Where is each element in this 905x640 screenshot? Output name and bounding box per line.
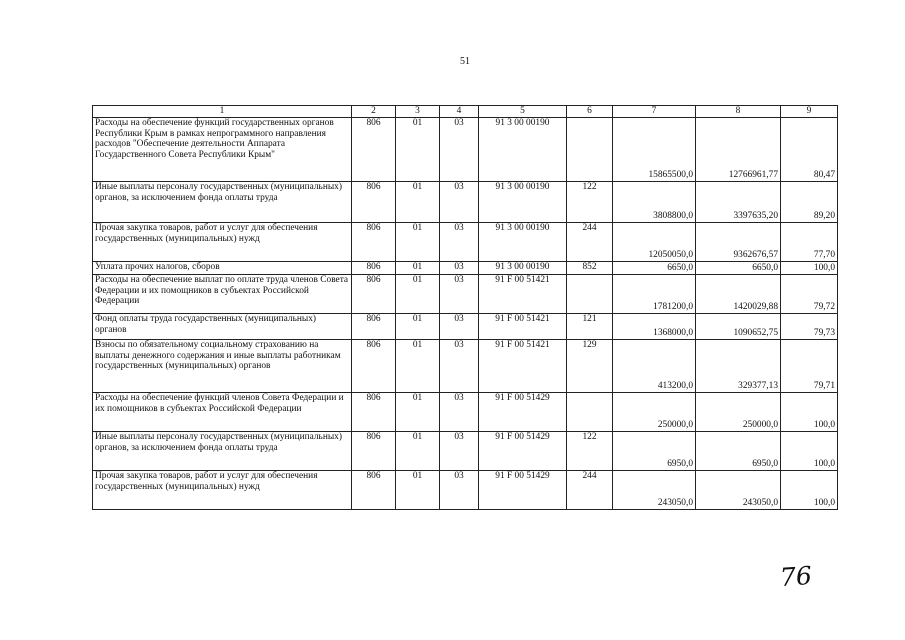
expense-name-cell: Уплата прочих налогов, сборов bbox=[93, 262, 352, 275]
table-row bbox=[93, 340, 838, 393]
subsection-code-cell: 03 bbox=[440, 314, 479, 340]
target-article-cell: 91 F 00 51421 bbox=[479, 340, 567, 393]
planned-amount-cell: 6950,0 bbox=[613, 432, 696, 471]
planned-amount-cell: 3808800,0 bbox=[613, 182, 696, 223]
target-article-cell: 91 3 00 00190 bbox=[479, 118, 567, 182]
target-article-cell: 91 3 00 00190 bbox=[479, 223, 567, 262]
table-header-row bbox=[93, 106, 838, 118]
execution-percent-cell: 79,73 bbox=[781, 314, 838, 340]
subsection-code-cell: 03 bbox=[440, 118, 479, 182]
ministry-code-cell: 806 bbox=[352, 393, 396, 432]
table-row bbox=[93, 262, 838, 275]
target-article-cell: 91 3 00 00190 bbox=[479, 182, 567, 223]
expense-type-cell: 122 bbox=[567, 182, 613, 223]
planned-amount-cell: 1781200,0 bbox=[613, 275, 696, 314]
table-row bbox=[93, 275, 838, 314]
executed-amount-cell: 243050,0 bbox=[696, 471, 781, 510]
execution-percent-cell: 100,0 bbox=[781, 471, 838, 510]
expense-name-cell: Расходы на обеспечение функций членов Совета Федерации и их помощников в субъектах Российской Федерации bbox=[93, 393, 352, 432]
executed-amount-cell: 12766961,77 bbox=[696, 118, 781, 182]
ministry-code-cell: 806 bbox=[352, 471, 396, 510]
planned-amount-cell: 1368000,0 bbox=[613, 314, 696, 340]
ministry-code-cell: 806 bbox=[352, 118, 396, 182]
target-article-cell: 91 F 00 51429 bbox=[479, 471, 567, 510]
expense-type-cell: 129 bbox=[567, 340, 613, 393]
column-header: 5 bbox=[479, 106, 567, 118]
expense-name-cell: Иные выплаты персоналу государственных (муниципальных) органов, за исключением фонда оплаты труда bbox=[93, 432, 352, 471]
executed-amount-cell: 329377,13 bbox=[696, 340, 781, 393]
table-row bbox=[93, 182, 838, 223]
subsection-code-cell: 03 bbox=[440, 432, 479, 471]
planned-amount-cell: 413200,0 bbox=[613, 340, 696, 393]
execution-percent-cell: 77,70 bbox=[781, 223, 838, 262]
executed-amount-cell: 3397635,20 bbox=[696, 182, 781, 223]
planned-amount-cell: 250000,0 bbox=[613, 393, 696, 432]
executed-amount-cell: 9362676,57 bbox=[696, 223, 781, 262]
execution-percent-cell: 100,0 bbox=[781, 393, 838, 432]
subsection-code-cell: 03 bbox=[440, 340, 479, 393]
ministry-code-cell: 806 bbox=[352, 262, 396, 275]
page-number: 51 bbox=[460, 56, 470, 67]
ministry-code-cell: 806 bbox=[352, 223, 396, 262]
column-header: 2 bbox=[352, 106, 396, 118]
expense-type-cell: 244 bbox=[567, 471, 613, 510]
expense-type-cell bbox=[567, 393, 613, 432]
column-header: 8 bbox=[696, 106, 781, 118]
budget-table bbox=[92, 105, 838, 510]
section-code-cell: 01 bbox=[396, 314, 440, 340]
section-code-cell: 01 bbox=[396, 262, 440, 275]
ministry-code-cell: 806 bbox=[352, 275, 396, 314]
section-code-cell: 01 bbox=[396, 432, 440, 471]
execution-percent-cell: 100,0 bbox=[781, 432, 838, 471]
table-row bbox=[93, 432, 838, 471]
table-row bbox=[93, 393, 838, 432]
expense-name-cell: Прочая закупка товаров, работ и услуг для обеспечения государственных (муниципальных) нужд bbox=[93, 471, 352, 510]
executed-amount-cell: 6950,0 bbox=[696, 432, 781, 471]
column-header: 7 bbox=[613, 106, 696, 118]
column-header: 9 bbox=[781, 106, 838, 118]
target-article-cell: 91 F 00 51429 bbox=[479, 393, 567, 432]
expense-name-cell: Прочая закупка товаров, работ и услуг для обеспечения государственных (муниципальных) нужд bbox=[93, 223, 352, 262]
subsection-code-cell: 03 bbox=[440, 275, 479, 314]
expense-type-cell: 852 bbox=[567, 262, 613, 275]
ministry-code-cell: 806 bbox=[352, 432, 396, 471]
expense-type-cell bbox=[567, 118, 613, 182]
execution-percent-cell: 89,20 bbox=[781, 182, 838, 223]
subsection-code-cell: 03 bbox=[440, 262, 479, 275]
subsection-code-cell: 03 bbox=[440, 223, 479, 262]
subsection-code-cell: 03 bbox=[440, 182, 479, 223]
expense-type-cell: 244 bbox=[567, 223, 613, 262]
section-code-cell: 01 bbox=[396, 118, 440, 182]
expense-name-cell: Фонд оплаты труда государственных (муниципальных) органов bbox=[93, 314, 352, 340]
expense-name-cell: Взносы по обязательному социальному страхованию на выплаты денежного содержания и иные выплаты работникам государственных (муниципальных) органов bbox=[93, 340, 352, 393]
execution-percent-cell: 79,72 bbox=[781, 275, 838, 314]
expense-name-cell: Иные выплаты персоналу государственных (муниципальных) органов, за исключением фонда оплаты труда bbox=[93, 182, 352, 223]
expense-type-cell: 122 bbox=[567, 432, 613, 471]
execution-percent-cell: 79,71 bbox=[781, 340, 838, 393]
execution-percent-cell: 80,47 bbox=[781, 118, 838, 182]
planned-amount-cell: 6650,0 bbox=[613, 262, 696, 275]
handwritten-page-mark: 76 bbox=[779, 560, 813, 593]
column-header: 3 bbox=[396, 106, 440, 118]
planned-amount-cell: 15865500,0 bbox=[613, 118, 696, 182]
executed-amount-cell: 250000,0 bbox=[696, 393, 781, 432]
expense-name-cell: Расходы на обеспечение выплат по оплате труда членов Совета Федерации и их помощников в субъектах Российской Федерации bbox=[93, 275, 352, 314]
expense-type-cell: 121 bbox=[567, 314, 613, 340]
section-code-cell: 01 bbox=[396, 471, 440, 510]
table-row bbox=[93, 118, 838, 182]
target-article-cell: 91 3 00 00190 bbox=[479, 262, 567, 275]
section-code-cell: 01 bbox=[396, 275, 440, 314]
column-header: 1 bbox=[93, 106, 352, 118]
target-article-cell: 91 F 00 51429 bbox=[479, 432, 567, 471]
subsection-code-cell: 03 bbox=[440, 393, 479, 432]
table-row bbox=[93, 471, 838, 510]
section-code-cell: 01 bbox=[396, 393, 440, 432]
section-code-cell: 01 bbox=[396, 340, 440, 393]
section-code-cell: 01 bbox=[396, 223, 440, 262]
expense-type-cell bbox=[567, 275, 613, 314]
ministry-code-cell: 806 bbox=[352, 340, 396, 393]
target-article-cell: 91 F 00 51421 bbox=[479, 275, 567, 314]
executed-amount-cell: 6650,0 bbox=[696, 262, 781, 275]
planned-amount-cell: 12050050,0 bbox=[613, 223, 696, 262]
planned-amount-cell: 243050,0 bbox=[613, 471, 696, 510]
ministry-code-cell: 806 bbox=[352, 314, 396, 340]
executed-amount-cell: 1090652,75 bbox=[696, 314, 781, 340]
expense-name-cell: Расходы на обеспечение функций государственных органов Республики Крым в рамках непрограммного направления расходов "Обеспечение деятельности Аппарата Государственного Совета Республики Крым" bbox=[93, 118, 352, 182]
section-code-cell: 01 bbox=[396, 182, 440, 223]
table-row bbox=[93, 223, 838, 262]
ministry-code-cell: 806 bbox=[352, 182, 396, 223]
executed-amount-cell: 1420029,88 bbox=[696, 275, 781, 314]
column-header: 4 bbox=[440, 106, 479, 118]
table-row bbox=[93, 314, 838, 340]
subsection-code-cell: 03 bbox=[440, 471, 479, 510]
column-header: 6 bbox=[567, 106, 613, 118]
execution-percent-cell: 100,0 bbox=[781, 262, 838, 275]
target-article-cell: 91 F 00 51421 bbox=[479, 314, 567, 340]
